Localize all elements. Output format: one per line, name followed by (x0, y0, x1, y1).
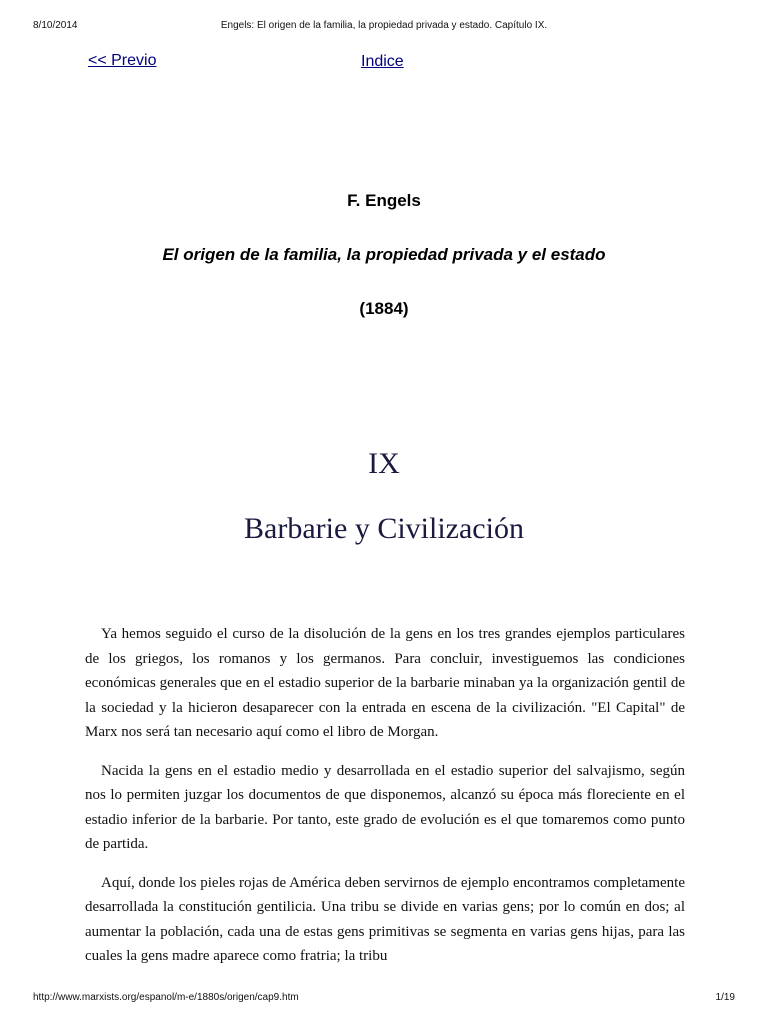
paragraph: Nacida la gens en el estadio medio y desarrollada en el estadio superior del salvajismo, según nos lo permiten juzgar los documentos de que disponemos, alcanzó su época más floreciente en el estadio inferior de la barbarie. Por tanto, este grado de evolución es el que tomaremos como punto de partida. (85, 762, 685, 852)
chapter-title: Barbarie y Civilización (244, 512, 524, 545)
print-date: 8/10/2014 (33, 20, 78, 31)
author-name: F. Engels (347, 191, 421, 210)
paragraph: Ya hemos seguido el curso de la disolución de la gens en los tres grandes ejemplos particulares de los griegos, los romanos y los germanos. Para concluir, investiguemos las condiciones económicas generales que en el estadio superior de la barbarie minaban ya la organización gentil de la sociedad y la hicieron desaparecer con la entrada en escena de la civilización. "El Capital" de Marx nos será tan necesario aquí como el libro de Morgan. (85, 626, 685, 740)
chapter-body (85, 622, 685, 983)
book-title: El origen de la familia, la propiedad privada y el estado (162, 245, 606, 264)
chapter-number: IX (368, 447, 400, 480)
print-page-number: 1/19 (715, 992, 735, 1003)
index-link[interactable]: Indice (361, 53, 404, 70)
paragraph: Aquí, donde los pieles rojas de América deben servirnos de ejemplo encontramos completamente desarrollada la constitución gentilicia. Una tribu se divide en varias gens; por lo común en dos; al aumentar la población, cada una de estas gens primitivas se segmenta en varias gens hijas, para las cuales la gens madre aparece como fratria; la tribu (85, 874, 685, 964)
print-footer (33, 992, 735, 1006)
publication-year: (1884) (359, 299, 409, 318)
print-page-title: Engels: El origen de la familia, la propiedad privada y estado. Capítulo IX. (220, 20, 548, 31)
previous-link[interactable]: << Previo (88, 52, 157, 69)
print-header (33, 20, 735, 34)
print-url: http://www.marxists.org/espanol/m-e/1880s/origen/cap9.htm (33, 992, 299, 1003)
